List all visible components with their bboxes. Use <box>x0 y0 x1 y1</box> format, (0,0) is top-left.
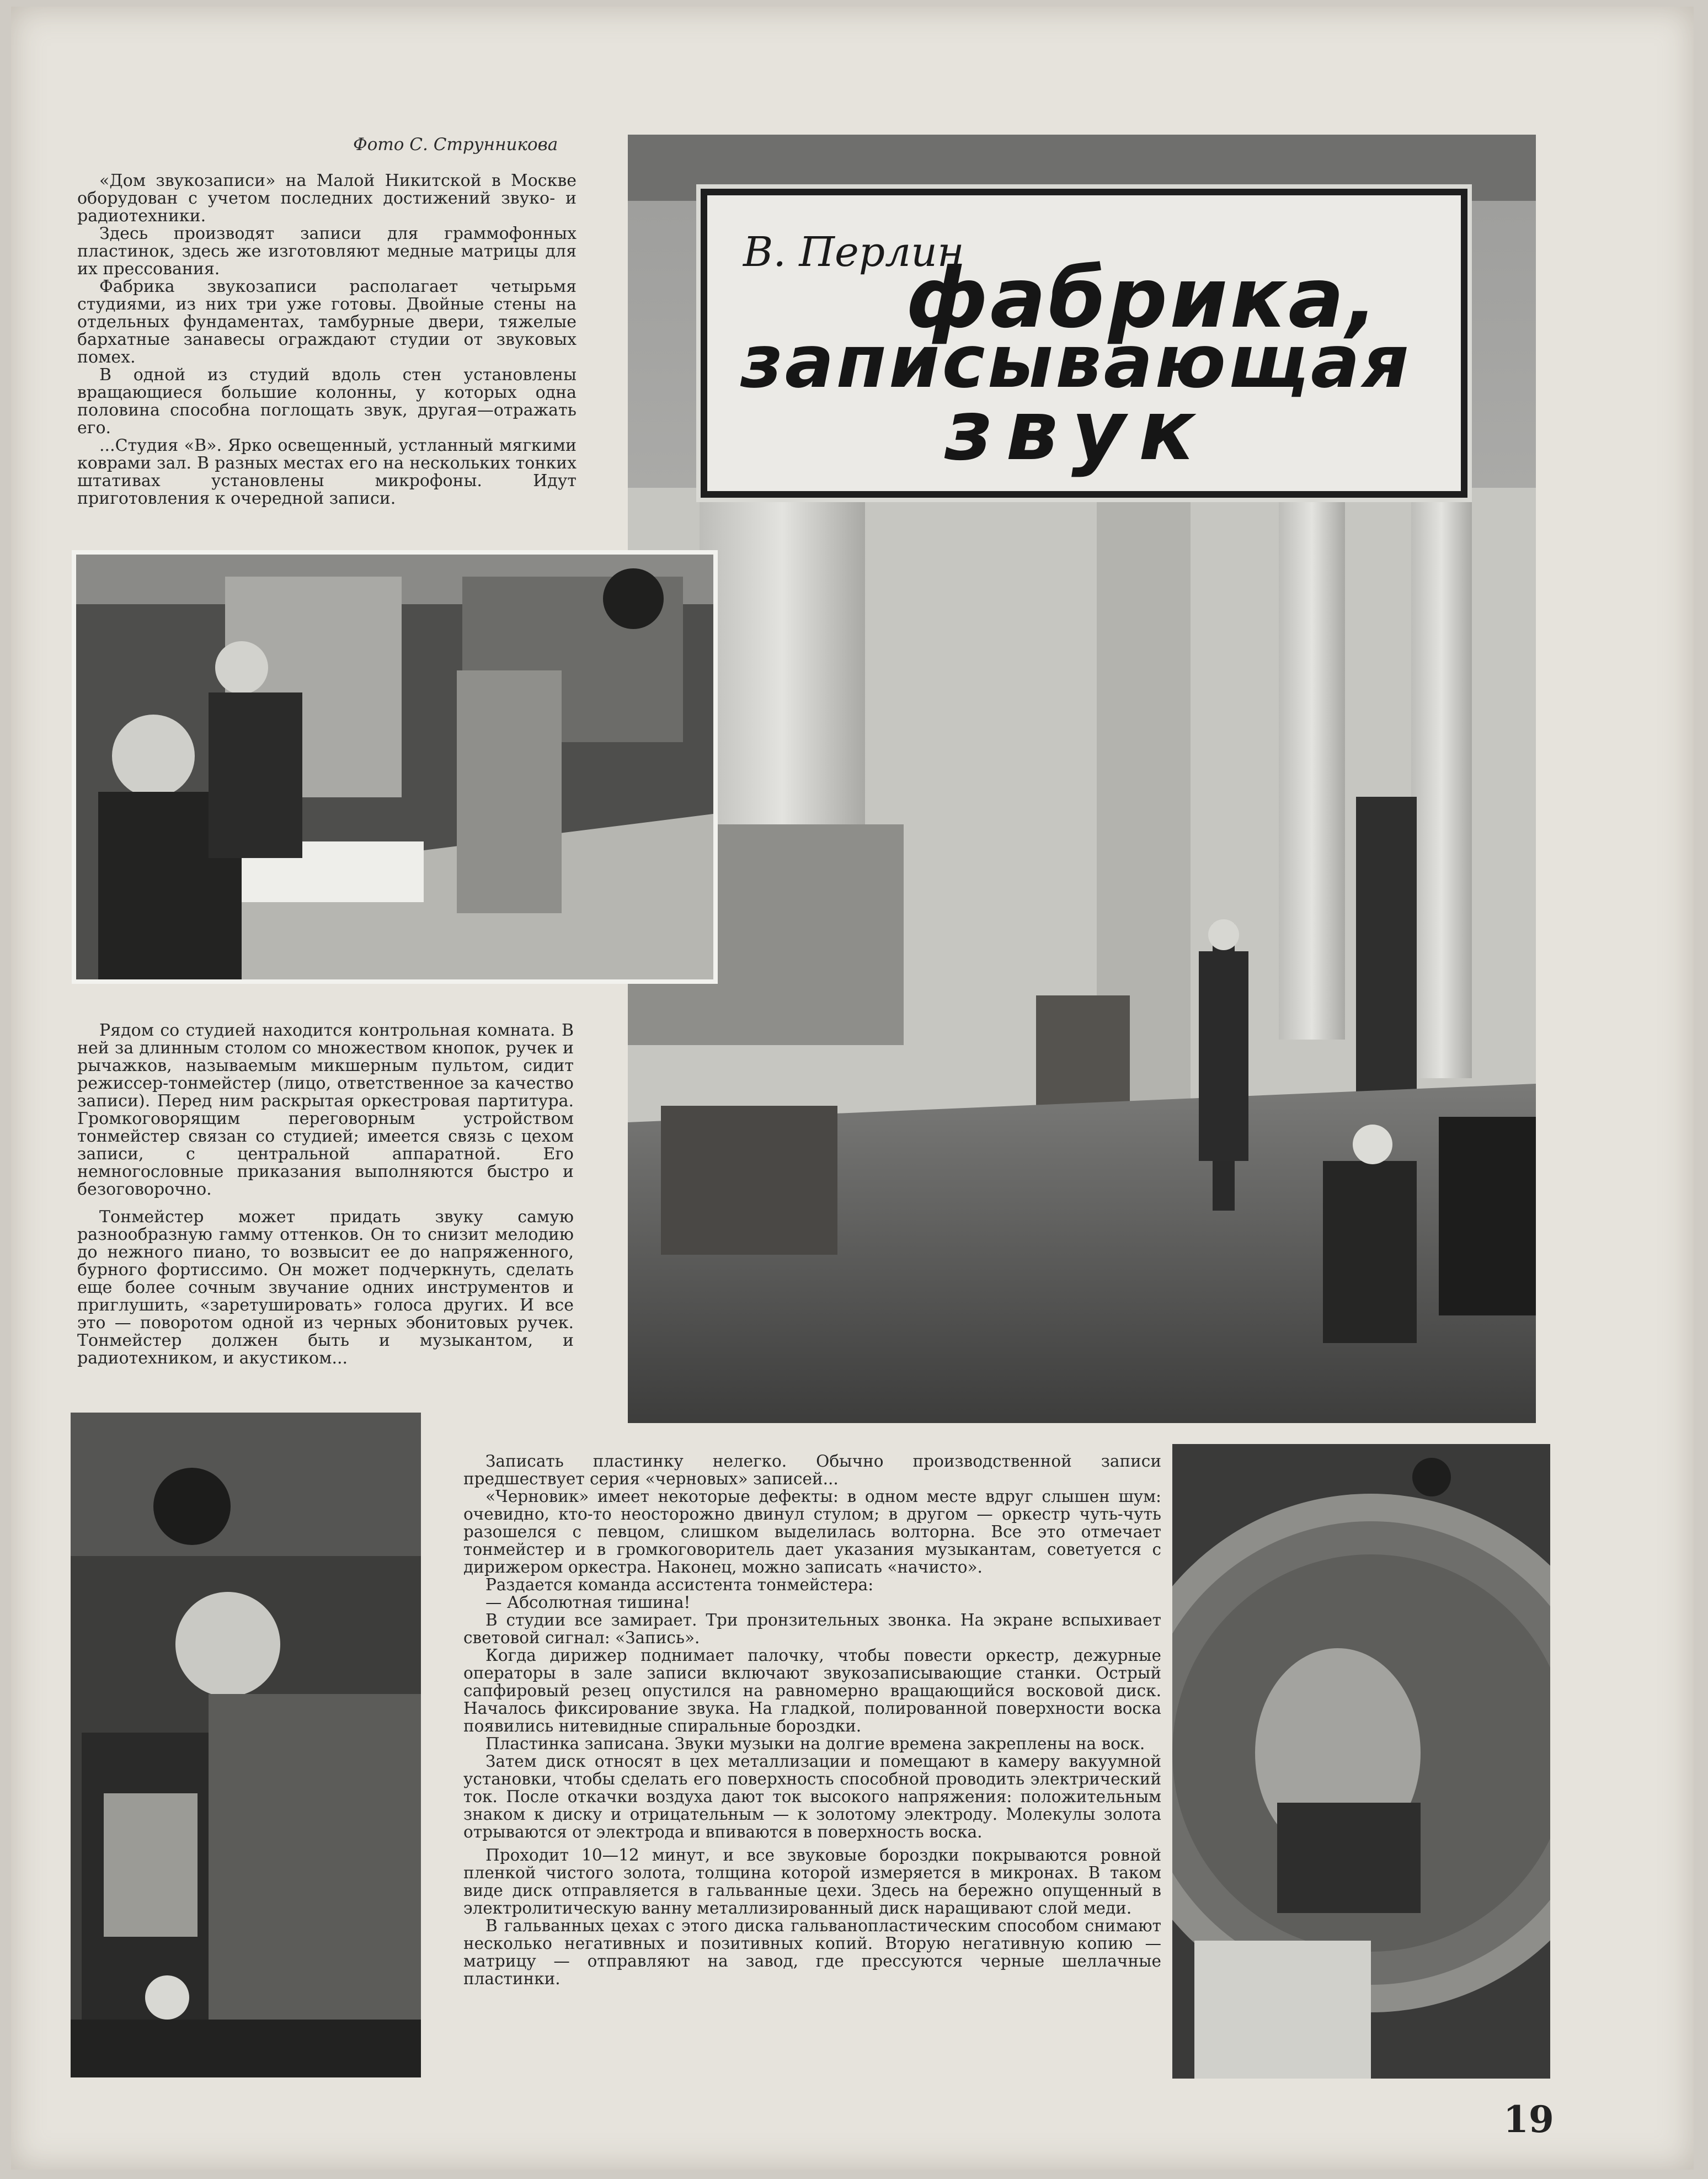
control-room-photo <box>72 550 718 984</box>
title-line-1: фабрика, <box>906 251 1380 347</box>
recording-paragraph: «Черновик» имеет некоторые дефекты: в одном месте вдруг слышен шум: очевидно, кто-то неосторожно двинул стулом; в другом — оркестр чуть-чуть разошелся с певцом, слишком выделилась волторна. Все это отмечает тонмейстер и в громкоговоритель дает указания музыкантам, советуется с дирижером оркестра. Наконец, можно записать «начисто». <box>463 1487 1161 1576</box>
operator-photo <box>71 1413 421 2077</box>
control-room-paragraph: Рядом со студией находится контрольная комната. В ней за длинным столом со множеством кнопок, ручек и рычажков, называемым микшерным пультом, сидит режиссер-тонмейстер (лицо, ответственное за качество записи). Перед ним раскрытая оркестровая партитура. Громкоговорящим переговорным устройством тонмейстер связан со студией; имеется связь с цехом записи, с центральной аппаратной. Его немногословные приказания выполняются быстро и безоговорочно. <box>77 1021 574 1199</box>
photo-credit: Фото С. Струнникова <box>353 135 558 154</box>
control-room-text <box>77 1022 574 1367</box>
intro-paragraph: В одной из студий вдоль стен установлены вращающиеся большие колонны, у которых одна половина способна поглощать звук, другая—отражать его. <box>77 365 577 438</box>
intro-paragraph: ...Студия «В». Ярко освещенный, устланный мягкими коврами зал. В разных местах его на нескольких тонких штативах установлены микрофоны. Идут приготовления к очередной записи. <box>77 436 577 508</box>
title-line-2: записывающая <box>740 319 1411 404</box>
recording-paragraph: Проходит 10—12 минут, и все звуковые бороздки покрываются ровной пленкой чистого золота, толщина которой измеряется в микронах. В таком виде диск отправляется в гальванные цехи. Здесь на бережно опущенный в электролитическую ванну металлизированный диск наращивают слой меди. <box>463 1846 1161 1917</box>
recording-paragraph: Когда дирижер поднимает палочку, чтобы повести оркестр, дежурные операторы в зале записи включают звукозаписывающие станки. Острый сапфировый резец опустился на равномерно вращающийся восковой диск. Началось фиксирование звука. На гладкой, полированной поверхности воска появились нитевидные спиральные бороздки. <box>463 1646 1161 1735</box>
intro-text <box>77 172 577 508</box>
disc-reflection-photo <box>1172 1444 1550 2079</box>
title-line-3: звук <box>944 383 1208 479</box>
recording-text <box>463 1452 1161 1988</box>
recording-paragraph: В студии все замирает. Три пронзительных звонка. На экране вспыхивает световой сигнал: «Запись». <box>463 1611 1161 1647</box>
recording-paragraph: — Абсолютная тишина! <box>485 1593 691 1612</box>
intro-paragraph: Фабрика звукозаписи располагает четырьмя студиями, из них три уже готовы. Двойные стены на отдельных фундаментах, тамбурные двери, тяжелые бархатные занавесы ограждают студии от звуковых помех. <box>77 277 577 367</box>
title-sign <box>701 189 1467 498</box>
intro-paragraph: «Дом звукозаписи» на Малой Никитской в Москве оборудован с учетом последних достижений звуко- и радиотехники. <box>77 171 577 226</box>
recording-paragraph: В гальванных цехах с этого диска гальванопластическим способом снимают несколько негативных и позитивных копий. Вторую негативную копию — матрицу — отправляют на завод, где прессуются черные шеллачные пластинки. <box>463 1916 1161 1988</box>
article-author: В. Перлин <box>743 228 964 276</box>
recording-paragraph: Записать пластинку нелегко. Обычно производственной записи предшествует серия «черновых» записей... <box>463 1452 1161 1488</box>
recording-paragraph: Раздается команда ассистента тонмейстера: <box>485 1575 874 1594</box>
intro-paragraph: Здесь производят записи для граммофонных пластинок, здесь же изготовляют медные матрицы для их прессования. <box>77 224 577 279</box>
recording-paragraph: Затем диск относят в цех металлизации и помещают в камеру вакуумной установки, чтобы сделать его поверхность способной проводить электрический ток. После откачки воздуха дают ток высокого напряжения: положительным знаком к диску и отрицательным — к золотому электроду. Молекулы золота отрываются от электрода и впиваются в поверхность воска. <box>463 1752 1161 1841</box>
magazine-page <box>11 7 1694 2170</box>
recording-paragraph: Пластинка записана. Звуки музыки на долгие времена закреплены на воск. <box>485 1734 1145 1753</box>
page-number: 19 <box>1503 2098 1554 2141</box>
control-room-paragraph: Тонмейстер может придать звуку самую разнообразную гамму оттенков. Он то снизит мелодию до нежного пиано, то возвысит ее до напряженного, бурного фортиссимо. Он может подчеркнуть, сделать еще более сочным звучание одних инструментов и приглушить, «заретушировать» голоса других. И все это — поворотом одной из черных эбонитовых ручек. Тонмейстер должен быть и музыкантом, и радиотехником, и акустиком... <box>77 1207 574 1368</box>
